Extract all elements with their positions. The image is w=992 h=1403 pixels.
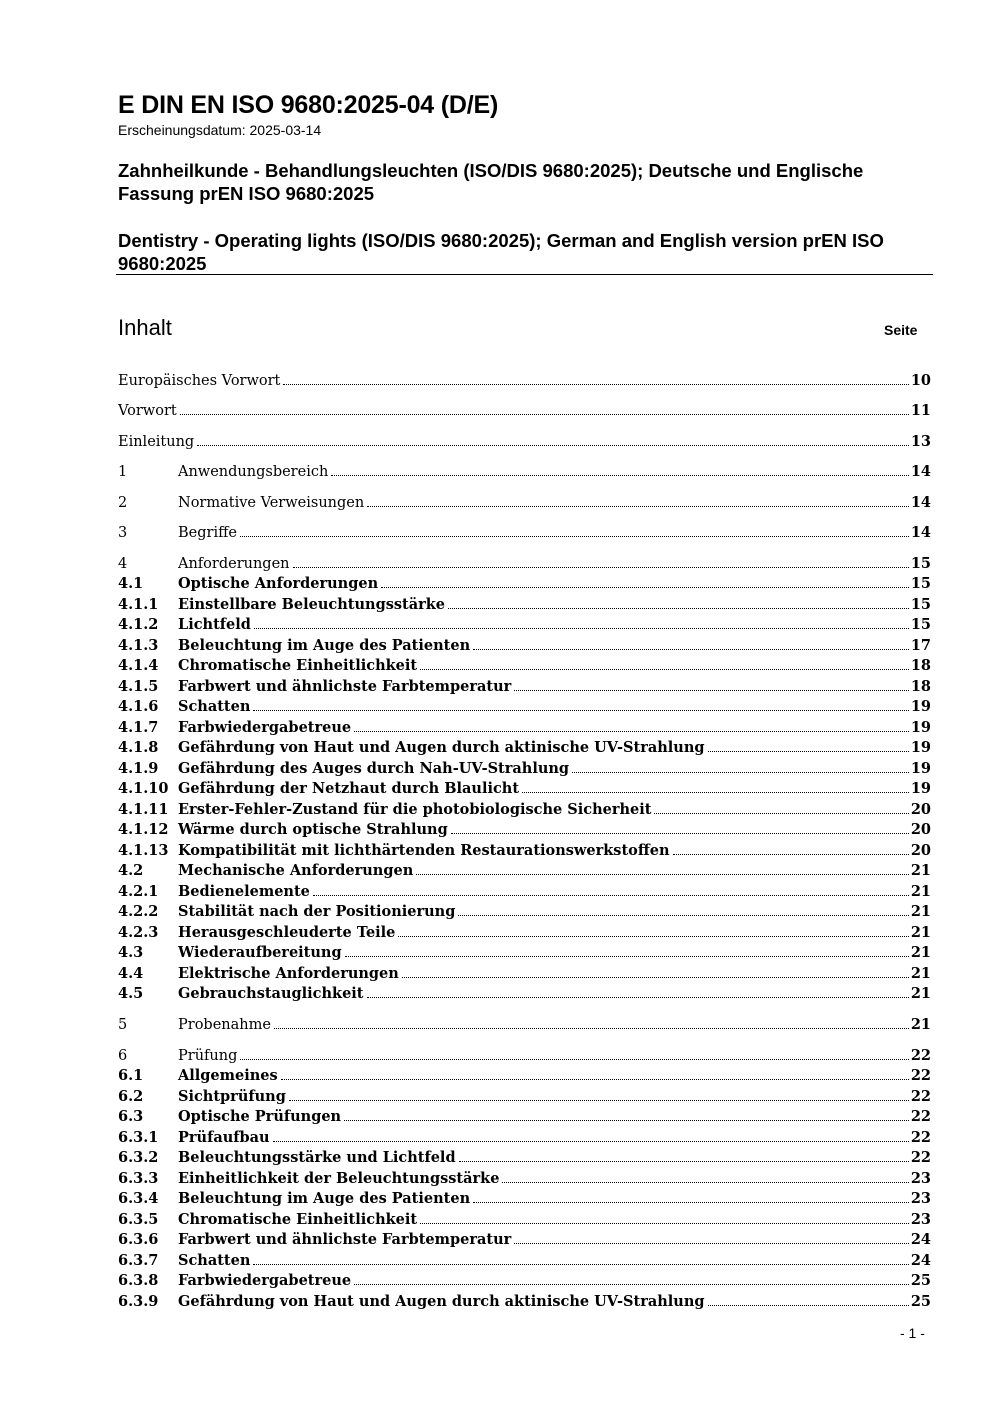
toc-entry-title: Mechanische Anforderungen — [178, 862, 414, 879]
toc-entry-title: Vorwort — [118, 403, 177, 419]
toc-dot-leader — [274, 1018, 909, 1029]
toc-entry[interactable] — [118, 493, 931, 514]
toc-entry[interactable] — [118, 902, 931, 923]
toc-entry-page: 10 — [910, 372, 931, 389]
toc-dot-leader — [313, 885, 909, 896]
toc-entry-page: 21 — [910, 985, 931, 1002]
toc-entry-page: 22 — [910, 1108, 931, 1125]
toc-entry-number: 4.1.5 — [118, 678, 159, 695]
toc-entry-title: Gebrauchstauglichkeit — [178, 985, 364, 1002]
toc-dot-leader — [197, 435, 909, 446]
toc-entry-number: 6.3.7 — [118, 1252, 159, 1269]
toc-entry-page: 21 — [910, 1016, 931, 1033]
toc-entry-number: 4.2 — [118, 862, 144, 879]
toc-entry-title: Beleuchtungsstärke und Lichtfeld — [178, 1149, 456, 1166]
toc-entry-title: Farbwert und ähnlichste Farbtemperatur — [178, 1231, 512, 1248]
toc-entry-page: 13 — [910, 433, 931, 450]
toc-entry-title: Einheitlichkeit der Beleuchtungsstärke — [178, 1170, 500, 1187]
toc-entry-number: 4.1.7 — [118, 719, 159, 736]
toc-entry[interactable] — [118, 574, 931, 595]
toc-entry-page: 22 — [910, 1129, 931, 1146]
toc-entry[interactable] — [118, 800, 931, 821]
toc-entry-title: Beleuchtung im Auge des Patienten — [178, 637, 471, 654]
toc-dot-leader — [708, 1295, 909, 1306]
toc-entry-title: Wärme durch optische Strahlung — [178, 821, 448, 838]
toc-entry-page: 22 — [910, 1047, 931, 1064]
toc-entry-title: Anforderungen — [178, 556, 290, 572]
toc-entry-number: 4.1.6 — [118, 698, 159, 715]
toc-dot-leader — [459, 1151, 909, 1162]
toc-entry-title: Europäisches Vorwort — [118, 373, 281, 389]
toc-entry-number: 4.2.2 — [118, 903, 159, 920]
toc-dot-leader — [708, 741, 909, 752]
toc-entry[interactable] — [118, 1015, 931, 1036]
toc-dot-leader — [572, 762, 909, 773]
toc-entry[interactable] — [118, 371, 931, 392]
toc-entry-page: 20 — [910, 821, 931, 838]
toc-entry[interactable] — [118, 923, 931, 944]
toc-entry[interactable] — [118, 697, 931, 718]
toc-dot-leader — [344, 1110, 909, 1121]
page-number: - 1 - — [900, 1325, 925, 1341]
toc-entry[interactable] — [118, 554, 931, 575]
toc-entry-number: 6.3.4 — [118, 1190, 159, 1207]
toc-entry-number: 4.5 — [118, 985, 144, 1002]
toc-dot-leader — [416, 864, 909, 875]
toc-entry-number: 6.3.5 — [118, 1211, 159, 1228]
toc-entry-number: 6 — [118, 1048, 128, 1064]
toc-entry[interactable] — [118, 656, 931, 677]
toc-entry-title: Gefährdung von Haut und Augen durch aktinische UV-Strahlung — [178, 739, 705, 756]
toc-entry-number: 4.1.13 — [118, 842, 169, 859]
toc-entry[interactable] — [118, 964, 931, 985]
toc-dot-leader — [293, 557, 909, 568]
toc-entry[interactable] — [118, 1148, 931, 1169]
toc-entry[interactable] — [118, 432, 931, 453]
toc-entry[interactable] — [118, 1251, 931, 1272]
toc-entry-page: 25 — [910, 1272, 931, 1289]
toc-entry[interactable] — [118, 401, 931, 422]
toc-entry-title: Schatten — [178, 698, 251, 715]
toc-page-column-label: Seite — [884, 322, 918, 338]
toc-entry-number: 6.3 — [118, 1108, 144, 1125]
toc-entry-page: 17 — [910, 637, 931, 654]
toc-dot-leader — [402, 967, 909, 978]
toc-entry-title: Begriffe — [178, 525, 237, 541]
toc-entry-number: 4.1.12 — [118, 821, 169, 838]
toc-entry-title: Farbwert und ähnlichste Farbtemperatur — [178, 678, 512, 695]
toc-entry-page: 23 — [910, 1211, 931, 1228]
toc-entry-page: 20 — [910, 801, 931, 818]
toc-entry-number: 6.3.6 — [118, 1231, 159, 1248]
toc-entry-title: Farbwiedergabetreue — [178, 1272, 352, 1289]
toc-entry-number: 4 — [118, 556, 128, 572]
toc-entry-page: 22 — [910, 1088, 931, 1105]
toc-dot-leader — [398, 926, 908, 937]
toc-entry-page: 18 — [910, 657, 931, 674]
toc-entry[interactable] — [118, 677, 931, 698]
toc-entry-page: 22 — [910, 1149, 931, 1166]
toc-entry-page: 15 — [910, 555, 931, 572]
toc-entry-number: 6.1 — [118, 1067, 144, 1084]
toc-entry-title: Bedienelemente — [178, 883, 310, 900]
toc-entry[interactable] — [118, 523, 931, 544]
toc-dot-leader — [289, 1090, 909, 1101]
toc-entry-title: Erster-Fehler-Zustand für die photobiologische Sicherheit — [178, 801, 652, 818]
toc-entry[interactable] — [118, 1066, 931, 1087]
title-divider — [116, 274, 933, 275]
title-german: Zahnheilkunde - Behandlungsleuchten (ISO/DIS 9680:2025); Deutsche und Englische Fassung prEN ISO 9680:2025 — [118, 160, 864, 204]
toc-entry[interactable] — [118, 1271, 931, 1292]
toc-entry[interactable] — [118, 984, 931, 1005]
toc-entry-number: 4.1.2 — [118, 616, 159, 633]
toc-dot-leader — [451, 823, 909, 834]
publication-date: Erscheinungsdatum: 2025-03-14 — [118, 122, 322, 138]
toc-entry-number: 4.1.3 — [118, 637, 159, 654]
toc-entry-number: 3 — [118, 525, 128, 541]
toc-dot-leader — [254, 618, 909, 629]
toc-entry-title: Herausgeschleuderte Teile — [178, 924, 396, 941]
toc-entry[interactable] — [118, 1107, 931, 1128]
toc-entry-number: 4.1.1 — [118, 596, 159, 613]
toc-dot-leader — [253, 700, 908, 711]
toc-dot-leader — [473, 639, 909, 650]
toc-entry-number: 6.3.2 — [118, 1149, 159, 1166]
toc-entry-page: 24 — [910, 1252, 931, 1269]
toc-entry-page: 19 — [910, 739, 931, 756]
toc-entry-number: 4.1 — [118, 575, 144, 592]
toc-entry-number: 6.3.9 — [118, 1293, 159, 1310]
toc-entry[interactable] — [118, 882, 931, 903]
toc-entry-title: Gefährdung des Auges durch Nah-UV-Strahlung — [178, 760, 570, 777]
toc-entry[interactable] — [118, 861, 931, 882]
toc-dot-leader — [514, 680, 909, 691]
toc-entry-page: 15 — [910, 596, 931, 613]
toc-entry-title: Kompatibilität mit lichthärtenden Restaurationswerkstoffen — [178, 842, 670, 859]
toc-entry-page: 14 — [910, 524, 931, 541]
toc-entry-page: 19 — [910, 780, 931, 797]
toc-entry[interactable] — [118, 595, 931, 616]
toc-entry[interactable] — [118, 820, 931, 841]
toc-entry-title: Anwendungsbereich — [178, 464, 329, 480]
toc-entry-title: Chromatische Einheitlichkeit — [178, 657, 418, 674]
toc-entry[interactable] — [118, 738, 931, 759]
toc-dot-leader — [367, 987, 909, 998]
toc-entry-page: 18 — [910, 678, 931, 695]
toc-entry[interactable] — [118, 1230, 931, 1251]
toc-entry-title: Lichtfeld — [178, 616, 251, 633]
toc-dot-leader — [473, 1192, 909, 1203]
toc-entry-page: 15 — [910, 575, 931, 592]
toc-entry[interactable] — [118, 462, 931, 483]
toc-entry-page: 19 — [910, 719, 931, 736]
toc-entry-number: 1 — [118, 464, 128, 480]
toc-entry-title: Einleitung — [118, 434, 195, 450]
toc-entry-number: 4.4 — [118, 965, 144, 982]
toc-entry[interactable] — [118, 615, 931, 636]
toc-entry-number: 6.3.1 — [118, 1129, 159, 1146]
toc-entry-page: 23 — [910, 1190, 931, 1207]
toc-dot-leader — [281, 1069, 909, 1080]
toc-dot-leader — [283, 374, 908, 385]
toc-entry-title: Einstellbare Beleuchtungsstärke — [178, 596, 446, 613]
toc-dot-leader — [354, 721, 909, 732]
toc-entry-title: Beleuchtung im Auge des Patienten — [178, 1190, 471, 1207]
toc-dot-leader — [420, 1213, 909, 1224]
toc-entry-number: 4.1.9 — [118, 760, 159, 777]
toc-entry-page: 21 — [910, 883, 931, 900]
toc-dot-leader — [381, 577, 909, 588]
toc-dot-leader — [273, 1131, 909, 1142]
toc-entry-number: 4.3 — [118, 944, 144, 961]
toc-entry-number: 4.2.3 — [118, 924, 159, 941]
toc-entry-page: 14 — [910, 494, 931, 511]
toc-entry-title: Gefährdung von Haut und Augen durch aktinische UV-Strahlung — [178, 1293, 705, 1310]
toc-entry-title: Stabilität nach der Positionierung — [178, 903, 456, 920]
toc-entry-title: Sichtprüfung — [178, 1088, 286, 1105]
toc-entry-title: Normative Verweisungen — [178, 495, 365, 511]
toc-entry[interactable] — [118, 1169, 931, 1190]
toc-dot-leader — [654, 803, 908, 814]
toc-entry-title: Schatten — [178, 1252, 251, 1269]
toc-entry-page: 14 — [910, 463, 931, 480]
toc-entry-page: 19 — [910, 760, 931, 777]
toc-entry-title: Probenahme — [178, 1017, 271, 1033]
toc-entry-number: 4.1.4 — [118, 657, 159, 674]
toc-entry-number: 2 — [118, 495, 128, 511]
toc-dot-leader — [420, 659, 909, 670]
toc-entry-title: Gefährdung der Netzhaut durch Blaulicht — [178, 780, 520, 797]
toc-dot-leader — [180, 404, 909, 415]
toc-entry-number: 4.2.1 — [118, 883, 159, 900]
toc-entry-page: 11 — [910, 402, 931, 419]
toc-dot-leader — [345, 946, 909, 957]
toc-dot-leader — [502, 1172, 908, 1183]
toc-dot-leader — [331, 465, 909, 476]
toc-entry[interactable] — [118, 1189, 931, 1210]
toc-entry-page: 23 — [910, 1170, 931, 1187]
toc-entry[interactable] — [118, 1087, 931, 1108]
toc-entry[interactable] — [118, 1210, 931, 1231]
toc-entry[interactable] — [118, 841, 931, 862]
toc-entry-number: 6.2 — [118, 1088, 144, 1105]
toc-entry[interactable] — [118, 943, 931, 964]
toc-dot-leader — [458, 905, 908, 916]
toc-dot-leader — [448, 598, 909, 609]
toc-entry-title: Optische Prüfungen — [178, 1108, 342, 1125]
toc-dot-leader — [522, 782, 909, 793]
toc-entry-page: 21 — [910, 924, 931, 941]
toc-entry-title: Chromatische Einheitlichkeit — [178, 1211, 418, 1228]
toc-entry-number: 6.3.3 — [118, 1170, 159, 1187]
toc-dot-leader — [514, 1233, 909, 1244]
toc-entry-title: Farbwiedergabetreue — [178, 719, 352, 736]
toc-entry-page: 21 — [910, 903, 931, 920]
toc-entry-page: 19 — [910, 698, 931, 715]
toc-entry-number: 6.3.8 — [118, 1272, 159, 1289]
toc-entry-page: 15 — [910, 616, 931, 633]
toc-entry[interactable] — [118, 1292, 931, 1313]
toc-entry-title: Prüfaufbau — [178, 1129, 270, 1146]
toc-heading: Inhalt — [118, 315, 172, 340]
toc-entry[interactable] — [118, 1046, 931, 1067]
toc-entry-page: 25 — [910, 1293, 931, 1310]
toc-entry-page: 24 — [910, 1231, 931, 1248]
toc-dot-leader — [673, 844, 909, 855]
toc-entry-page: 21 — [910, 965, 931, 982]
toc-dot-leader — [367, 496, 909, 507]
toc-entry-page: 21 — [910, 862, 931, 879]
toc-entry-page: 21 — [910, 944, 931, 961]
document-title: E DIN EN ISO 9680:2025-04 (D/E) — [118, 91, 499, 119]
toc-entry[interactable] — [118, 779, 931, 800]
toc-entry[interactable] — [118, 718, 931, 739]
toc-entry-title: Optische Anforderungen — [178, 575, 379, 592]
toc-entry-number: 4.1.10 — [118, 780, 169, 797]
toc-dot-leader — [354, 1274, 909, 1285]
toc-entry-number: 4.1.11 — [118, 801, 169, 818]
toc-dot-leader — [240, 526, 909, 537]
toc-entry-title: Prüfung — [178, 1048, 238, 1064]
toc-entry-title: Allgemeines — [178, 1067, 278, 1084]
toc-entry-title: Wiederaufbereitung — [178, 944, 342, 961]
toc-entry-page: 20 — [910, 842, 931, 859]
toc-entry-page: 22 — [910, 1067, 931, 1084]
toc-entry-title: Elektrische Anforderungen — [178, 965, 399, 982]
toc-entry-number: 4.1.8 — [118, 739, 159, 756]
toc-entry-number: 5 — [118, 1017, 128, 1033]
toc-dot-leader — [253, 1254, 908, 1265]
toc-entry[interactable] — [118, 1128, 931, 1149]
title-english: Dentistry - Operating lights (ISO/DIS 9680:2025); German and English version prEN ISO 9680:2025 — [118, 230, 884, 274]
toc-entry[interactable] — [118, 759, 931, 780]
toc-dot-leader — [240, 1049, 908, 1060]
toc-entry[interactable] — [118, 636, 931, 657]
